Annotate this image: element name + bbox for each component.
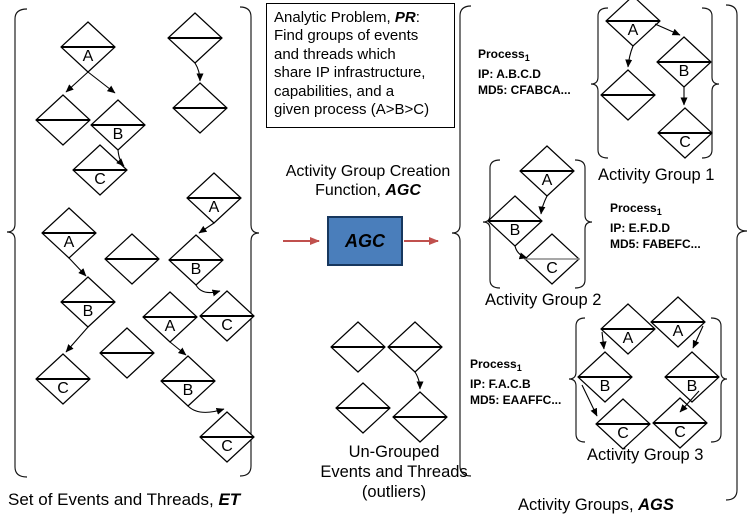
- problem-line-6: given process (A>B>C): [274, 101, 430, 119]
- event-label: C: [221, 317, 233, 334]
- problem-line-5: capabilities, and a: [274, 82, 395, 100]
- event-label: C: [679, 134, 691, 151]
- ungrouped-caption: Un-Grouped Events and Threads (outliers): [320, 443, 468, 501]
- event-label: A: [82, 48, 94, 65]
- event-label: C: [546, 260, 558, 277]
- event-label: A: [63, 234, 75, 251]
- agc-box-label: AGC: [345, 230, 385, 251]
- event-label: B: [82, 303, 94, 320]
- group2-event-nodes: [488, 146, 579, 284]
- ags-close-brace: [726, 5, 747, 500]
- group2-close-brace: [575, 160, 592, 288]
- group1-event-nodes: [601, 0, 712, 158]
- group3-process-info: Process$_1$ IP: F.A.C.B MD5: EAAFFC...: [470, 357, 562, 407]
- problem-line-1: Analytic Problem, PR:: [274, 9, 420, 26]
- event-label: A: [622, 330, 634, 347]
- group1-process-info: Process$_1$ IP: A.B.C.D MD5: CFABCA...: [478, 47, 571, 97]
- event-label: B: [112, 126, 124, 143]
- group2-title: Activity Group 2: [485, 291, 602, 309]
- left-set-close-brace: [240, 7, 259, 476]
- group2-process-info: Process$_1$ IP: E.F.D.D MD5: FABEFC...: [610, 201, 701, 251]
- ungrouped-event-nodes: [331, 322, 447, 442]
- left-set-caption: Set of Events and Threads, ET: [8, 490, 241, 509]
- event-label: B: [509, 222, 521, 239]
- group1-title: Activity Group 1: [598, 166, 715, 184]
- problem-line-2: Find groups of events: [274, 27, 419, 45]
- ags-caption: Activity Groups, AGS: [518, 496, 674, 514]
- event-label: B: [182, 382, 194, 399]
- left-set-term-et: ET: [218, 490, 241, 509]
- event-label: A: [208, 199, 220, 216]
- group1-open-brace: [591, 8, 608, 158]
- event-label: B: [190, 261, 202, 278]
- event-label: A: [164, 318, 176, 335]
- problem-term-pr: PR: [394, 9, 416, 26]
- ags-term: AGS: [638, 496, 674, 514]
- event-label: C: [94, 171, 106, 188]
- group3-title: Activity Group 3: [587, 446, 704, 464]
- left-set-open-brace: [7, 9, 27, 477]
- problem-line-4: share IP infrastructure,: [274, 64, 426, 82]
- group3-event-nodes: [578, 297, 719, 449]
- event-label: A: [672, 323, 684, 340]
- agc-term: AGC: [385, 182, 421, 199]
- event-label: B: [686, 378, 698, 395]
- agc-function-title: Activity Group Creation Function, AGC: [285, 163, 451, 199]
- event-label: B: [599, 378, 611, 395]
- event-label: A: [541, 172, 553, 189]
- event-label: B: [678, 63, 690, 80]
- event-label: C: [674, 424, 686, 441]
- problem-line-3: and threads which: [274, 45, 396, 63]
- event-label: C: [57, 380, 69, 397]
- event-label: A: [627, 22, 639, 39]
- event-label: C: [617, 425, 629, 442]
- agc-function-box: [327, 216, 403, 266]
- event-label: C: [221, 438, 233, 455]
- analytic-problem-box: [266, 3, 455, 128]
